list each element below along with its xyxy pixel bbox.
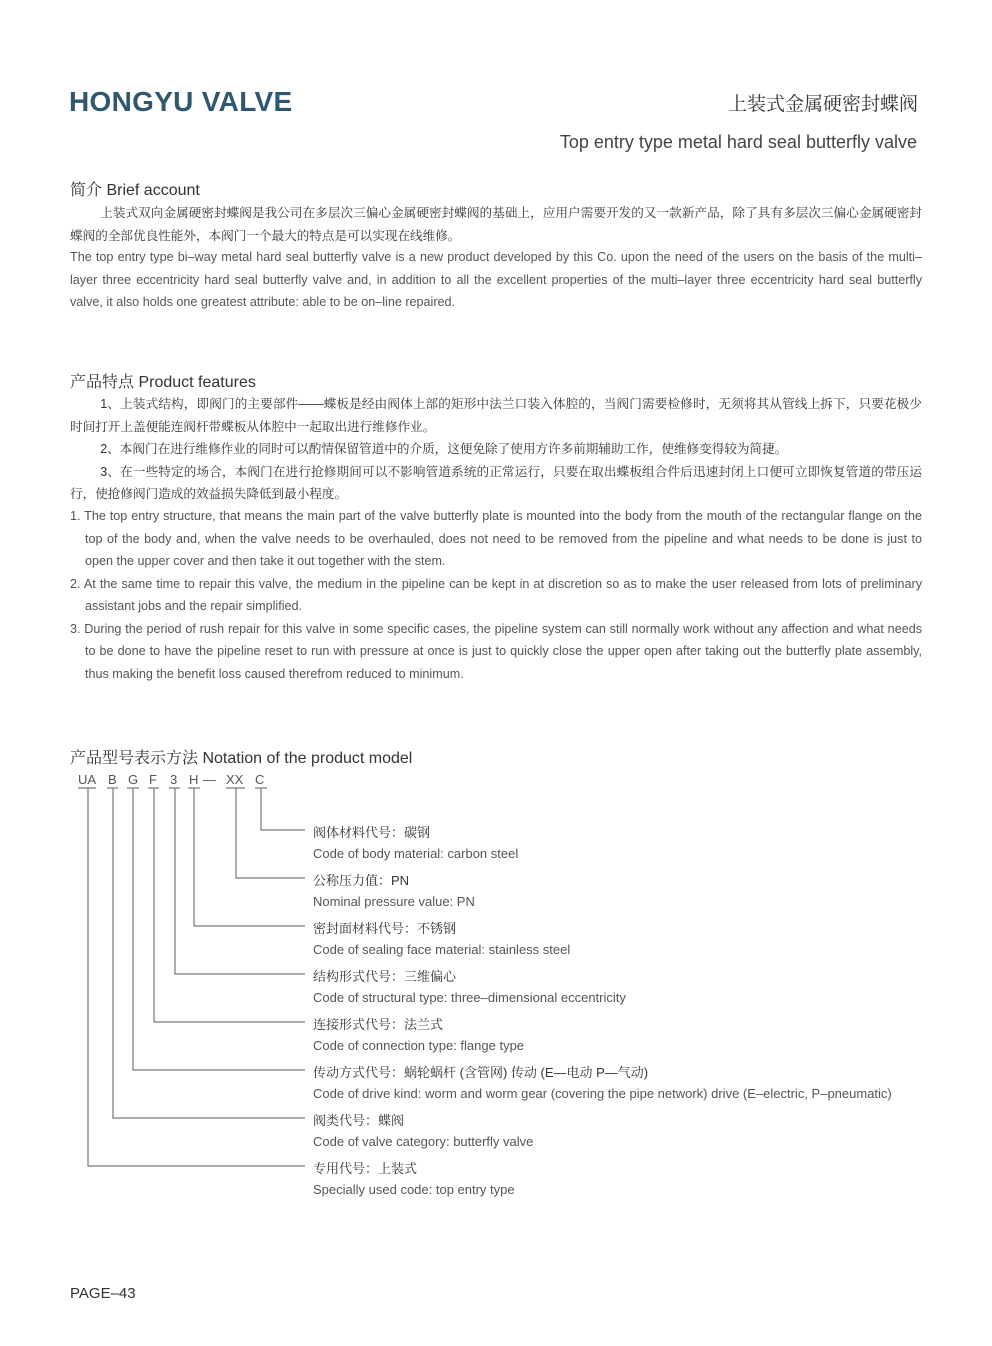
notation-label-en: Code of connection type: flange type: [313, 1038, 525, 1053]
brief-cn-text: 上装式双向金属硬密封蝶阀是我公司在多层次三偏心金属硬密封蝶阀的基础上，应用户需要开发的又一款新产品，除了具有多层次三偏心金属硬密封蝶阀的全部优良性能外，本阀门一个最大的特点是可以实现在线维修。: [70, 206, 922, 243]
connector-ua: [88, 788, 305, 1166]
feature-cn-item: 2、本阀门在进行维修作业的同时可以酌情保留管道中的介质，这便免除了使用方许多前期辅助工作，使维修变得较为简捷。: [100, 442, 788, 456]
feature-cn-item: 1、上装式结构，即阀门的主要部件——蝶板是经由阀体上部的矩形中法兰口装入体腔的，当阀门需要检修时，无须将其从管线上拆下，只要花极少时间打开上盖便能连阀杆带蝶板从体腔中一起取出进行维修作业。: [70, 397, 922, 434]
feature-en-item: 3. During the period of rush repair for this valve in some specific cases, the pipeline system can still normally work without any affection and what needs to be done to have the pipeline reset to run with pressure at once is just to quickly close the upper open after taking out the butterfly plate assembly, thus making the benefit loss caused therefrom reduced to minimum.: [70, 621, 922, 681]
model-code-3: 3: [170, 772, 178, 787]
feature-cn-item: 3、在一些特定的场合，本阀门在进行抢修期间可以不影响管道系统的正常运行，只要在取出蝶板组合件后迅速封闭上口便可立即恢复管道的带压运行，使抢修阀门造成的效益损失降低到最小程度。: [70, 464, 922, 501]
notation-label-en: Nominal pressure value: PN: [313, 894, 475, 909]
connector-b: [113, 788, 305, 1118]
features-cn-list: [70, 393, 922, 506]
features-en-list: [70, 505, 922, 685]
model-code-dash: —: [203, 772, 216, 787]
notation-label-en: Code of valve category: butterfly valve: [313, 1134, 534, 1149]
model-code-c: C: [255, 772, 265, 787]
connector-c: [261, 788, 305, 830]
notation-label-en: Code of drive kind: worm and worm gear (covering the pipe network) drive (E–electric, P–pneumatic): [313, 1086, 892, 1101]
model-code-f: F: [149, 772, 157, 787]
model-code-h: H: [189, 772, 199, 787]
connector-f: [154, 788, 305, 1022]
brief-en-text: The top entry type bi–way metal hard seal butterfly valve is a new product developed by this Co. upon the need of the users on the basis of the multi–layer three eccentricity hard seal butterfly valve and, in addition to all the excellent properties of the multi–layer three eccentricity hard seal butterfly valve, it also holds one greatest attribute: able to be on–line repaired.: [70, 250, 922, 309]
notation-label-cn: 密封面材料代号：不锈钢: [313, 921, 457, 936]
connector-xx: [236, 788, 305, 878]
section-heading-features: 产品特点 Product features: [70, 374, 256, 391]
brief-en-paragraph: [70, 246, 922, 314]
notation-label-cn: 连接形式代号：法兰式: [313, 1017, 444, 1032]
page-title-en: Top entry type metal hard seal butterfly valve: [559, 132, 917, 152]
feature-en-item: 1. The top entry structure, that means the main part of the valve butterfly plate is mounted into the body from the mouth of the rectangular flange on the top of the body and, when the valve needs to be overhauled, does not need to be removed from the pipeline and what needs to be done is just to open the upper cover and then take it out together with the stem.: [70, 509, 922, 568]
brief-cn-paragraph: [70, 202, 922, 247]
notation-label-en: Code of structural type: three–dimensional eccentricity: [313, 990, 626, 1005]
notation-label-en: Code of sealing face material: stainless steel: [313, 942, 571, 957]
notation-label-cn: 结构形式代号：三维偏心: [313, 969, 457, 984]
section-heading-brief: 简介 Brief account: [70, 182, 200, 199]
notation-label-cn: 阀体材料代号：碳钢: [313, 825, 431, 840]
section-heading-notation: 产品型号表示方法 Notation of the product model: [70, 750, 413, 767]
connector-3: [175, 788, 305, 974]
notation-label-en: Code of body material: carbon steel: [313, 846, 519, 861]
notation-label-cn: 传动方式代号：蜗轮蜗杆 (含管网) 传动 (E—电动 P—气动): [313, 1065, 649, 1080]
notation-label-cn: 专用代号：上装式: [313, 1161, 418, 1176]
connector-g: [133, 788, 305, 1070]
page-number: PAGE–43: [70, 1285, 136, 1302]
notation-label-en: Specially used code: top entry type: [313, 1182, 515, 1197]
brand-logo-text: HONGYU VALVE: [69, 86, 293, 117]
model-code-g: G: [128, 772, 139, 787]
model-code-xx: XX: [226, 772, 244, 787]
feature-en-item: 2. At the same time to repair this valve, the medium in the pipeline can be kept in at discretion so as to make the user released from lots of preliminary assistant jobs and the repair simplified.: [70, 576, 922, 613]
model-code-ua: UA: [78, 772, 97, 787]
page-title-cn: 上装式金属硬密封蝶阀: [727, 94, 918, 115]
notation-label-cn: 阀类代号：蝶阀: [313, 1113, 405, 1128]
model-code-b: B: [108, 772, 117, 787]
notation-label-cn: 公称压力值：PN: [313, 873, 410, 888]
connector-h: [194, 788, 305, 926]
